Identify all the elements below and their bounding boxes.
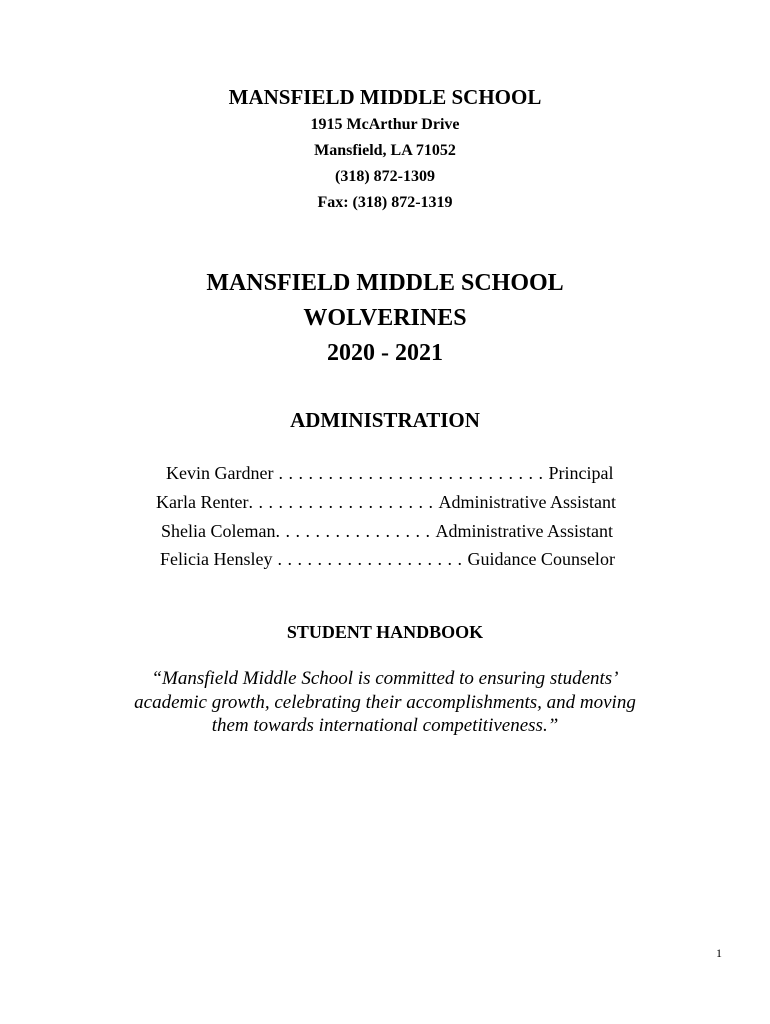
staff-name: Felicia Hensley bbox=[160, 549, 273, 569]
staff-name: Kevin Gardner bbox=[166, 463, 274, 483]
administration-heading: ADMINISTRATION bbox=[290, 408, 480, 432]
staff-row bbox=[160, 548, 615, 570]
title-mascot: WOLVERINES bbox=[303, 305, 467, 331]
phone-number: (318) 872-1309 bbox=[335, 168, 435, 185]
fax-number: Fax: (318) 872-1319 bbox=[317, 194, 453, 211]
title-school-name: MANSFIELD MIDDLE SCHOOL bbox=[206, 270, 564, 296]
mission-line: academic growth, celebrating their accomplishments, and moving bbox=[134, 691, 636, 713]
dot-leader: . . . . . . . . . . . . . . . . . . . bbox=[272, 549, 468, 569]
staff-row bbox=[161, 520, 613, 542]
page-number: 1 bbox=[716, 946, 722, 960]
school-name-header: MANSFIELD MIDDLE SCHOOL bbox=[228, 85, 542, 109]
mission-statement bbox=[100, 667, 670, 738]
mission-line: “Mansfield Middle School is committed to ensuring students’ bbox=[151, 668, 619, 689]
staff-name: Shelia Coleman bbox=[161, 521, 276, 541]
staff-row bbox=[156, 491, 616, 513]
student-handbook-heading: STUDENT HANDBOOK bbox=[286, 622, 484, 642]
staff-name: Karla Renter bbox=[156, 492, 249, 512]
staff-role: Administrative Assistant bbox=[435, 521, 613, 541]
address-street: 1915 McArthur Drive bbox=[310, 116, 460, 133]
dot-leader: . . . . . . . . . . . . . . . . bbox=[275, 521, 436, 541]
staff-role: Guidance Counselor bbox=[467, 549, 615, 569]
dot-leader: . . . . . . . . . . . . . . . . . . . . . . . . . . . bbox=[273, 463, 549, 483]
staff-role: Administrative Assistant bbox=[438, 492, 616, 512]
dot-leader: . . . . . . . . . . . . . . . . . . . bbox=[248, 492, 439, 512]
staff-row bbox=[166, 462, 613, 484]
title-school-year: 2020 - 2021 bbox=[327, 340, 443, 366]
address-city: Mansfield, LA 71052 bbox=[314, 142, 456, 159]
staff-role: Principal bbox=[548, 463, 614, 483]
mission-line: them towards international competitiveness.” bbox=[211, 715, 559, 736]
